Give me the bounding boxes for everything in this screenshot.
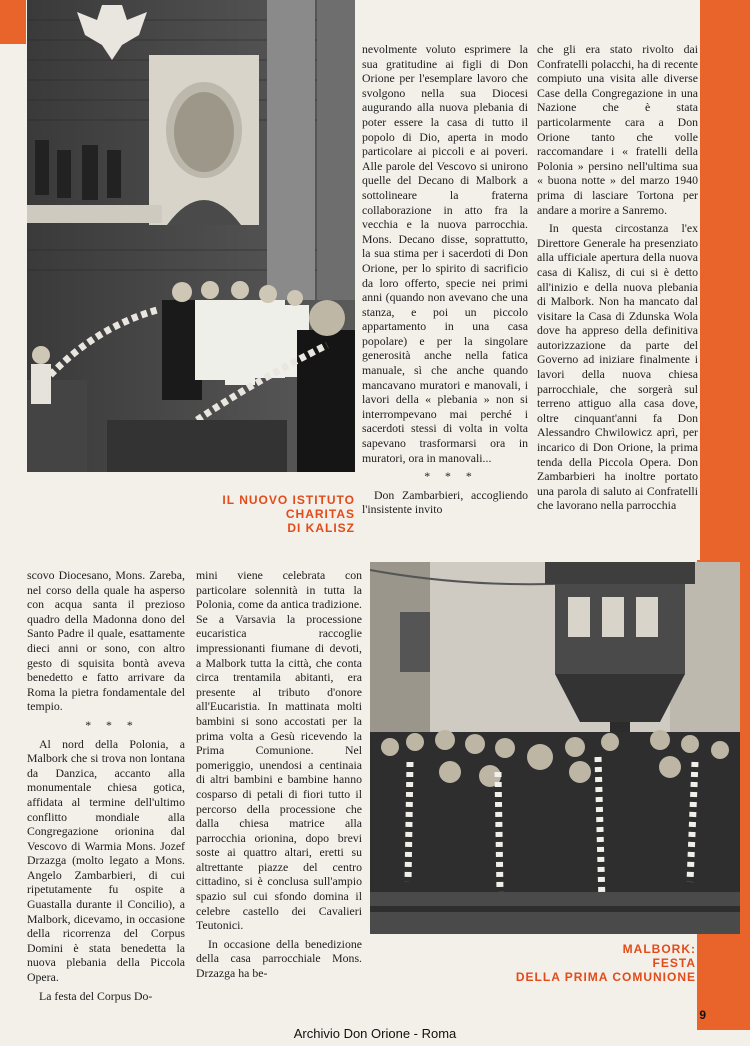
section-separator: * * * [85,717,139,732]
top-col2-paragraph-1: che gli era stato rivolto dai Confratelli polacchi, ha di recente compiuto una visita alle diverse Case della Congregazione in una Nazione che è stata particolarmente cara a Don Orione tanto che volle raccomandare i « fratelli della Polonia » persino nell'ultima sua « buona notte » del marzo 1940 prima di lasciare Tortona per andare a morire a Sanremo. [537,42,698,217]
malbork-photo-illustration [370,562,740,934]
bottom-col1-paragraph-3: La festa del Corpus Do- [39,988,153,1003]
caption-top-line-3: DI KALISZ [287,521,355,535]
top-col2-paragraph-2: In questa circostanza l'ex Direttore Generale ha presenziato alla ufficiale apertura della nuova casa di Kalisz, di cui si è detto all'inizio e della nuova plebania di Malbork. Non ha mancato dal visitare la Casa di Zdunska Wola dove ha appreso della definitiva autorizzazione da parte del Governo ad iniziare finalmente i lavori della nuova chiesa parrocchiale, che sorgerà sul terreno attiguo alla casa dove, oltre cinquant'anni fa Don Alessandro Chwilowicz aprì, per incarico di Don Orione, la prima tenda della Piccola Opera. Don Zambarbieri ha inoltre portato una parola di saluto ai Confratelli che lavorano nella parrocchia [537,221,698,513]
caption-top-line-1: IL NUOVO ISTITUTO [222,493,355,507]
top-col1-paragraph-1: nevolmente voluto esprimere la sua gratitudine ai figli di Don Orione per l'esemplare lavoro che svolgono nella sua Diocesi augurando alla nuova plebania di poter essere la casa di tutto il popolo di Dio, aperta in modo particolare ai piccoli e ai poveri. Alle parole del Vescovo si unirono quelle del Decano di Malbork a sottolineare la fraterna collaborazione in atto fra la vecchia e la nuova parrocchia. Mons. Decano disse, soprattutto, la sua stima per i sacerdoti di Don Orione, per lo spirito di sacrificio da loro offerto, specie nei primi anni (quando non avevano che una stanza, e poi un piccolo appartamento in una casa popolare) e per la singolare generosità anche nella fatica manuale, sì che anche quando mancavano muratori e manovali, i lavori della « plebania » non si interrompevano mai perché i sacerdoti stessi di volta in volta sapevano trasformarsi ora in muratori, ora in manovali... [362,42,528,465]
bottom-col2-paragraph-1: mini viene celebrata con particolare solennità in tutta la Polonia, come da antica tradizione. Se a Varsavia la processione eucaristica raccoglie impressionanti fiumane di devoti, a Malbork tutta la città, che conta circa trentamila abitanti, era presente al tributo d'onore all'Eucaristia. In mattinata molti bambini si sono accostati per la prima volta a Gesù ricevendo la Prima Comunione. Nel pomeriggio, unendosi a centinaia di altri bambini e bambine hanno cosparso di petali di fiori tutto il percorso della processione che dalla chiesa matrice alla parrocchia orionina, dopo brevi soste ai quattro altari, eretti su altrettante piazze del centro cittadino, si è conclusa sull'ampio spazio sul cui sfondo domina il celebre castello dei Cavalieri Teutonici. [196,568,362,933]
caption-bottom-line-3: DELLA PRIMA COMUNIONE [515,970,696,984]
left-orange-strip [0,0,26,44]
caption-bottom-line-1: MALBORK: [622,942,696,956]
right-orange-panel [700,0,750,560]
archive-label: Archivio Don Orione - Roma [293,1026,457,1041]
page-number: 9 [699,1008,706,1022]
bottom-col1-paragraph-2: Al nord della Polonia, a Malbork che si trova non lontana da Danzica, accanto alla monumentale chiesa gotica, affidata al termine dell'ultimo conflitto mondiale alla Congregazione orionina dal Vescovo di Warmia Mons. Jozef Drzazga (molto legato a Mons. Angelo Zambarbieri, di cui ripetutamente fu ospite a Guastalla durante il Concilio), a Malbork, dicevamo, in occasione della ricorrenza del Corpus Domini è stata benedetta la nuova plebania della Piccola Opera. [27,736,185,985]
malbork-communion-photo [370,562,740,934]
section-separator: * * * [424,469,478,484]
bottom-text-column-1 [27,568,185,1008]
bottom-text-column-2 [196,568,362,1008]
caption-bottom-line-2: FESTA [652,956,696,970]
top-text-column-2 [537,42,698,562]
top-text-column-1 [362,42,528,566]
bottom-col1-paragraph-1: scovo Diocesano, Mons. Zareba, nel corso della quale ha asperso con acqua santa il prezioso quadro della Madonna dono del Santo Padre il quale, esattamente dieci anni or sono, con altro gesto di squisita bontà aveva benedetto e fatto arrivare da Roma la pietra fondamentale del tempio. [27,568,185,714]
bottom-col2-paragraph-2: In occasione della benedizione della casa parrocchiale Mons. Drzazga ha be- [196,936,362,981]
kalisz-photo-illustration [27,0,355,472]
top-col1-paragraph-2: Don Zambarbieri, accogliendo l'insistente invito [362,487,528,517]
kalisz-ceremony-photo [27,0,355,472]
kalisz-photo-caption [150,493,355,535]
malbork-photo-caption [440,942,696,984]
caption-top-line-2: CHARITAS [285,507,355,521]
